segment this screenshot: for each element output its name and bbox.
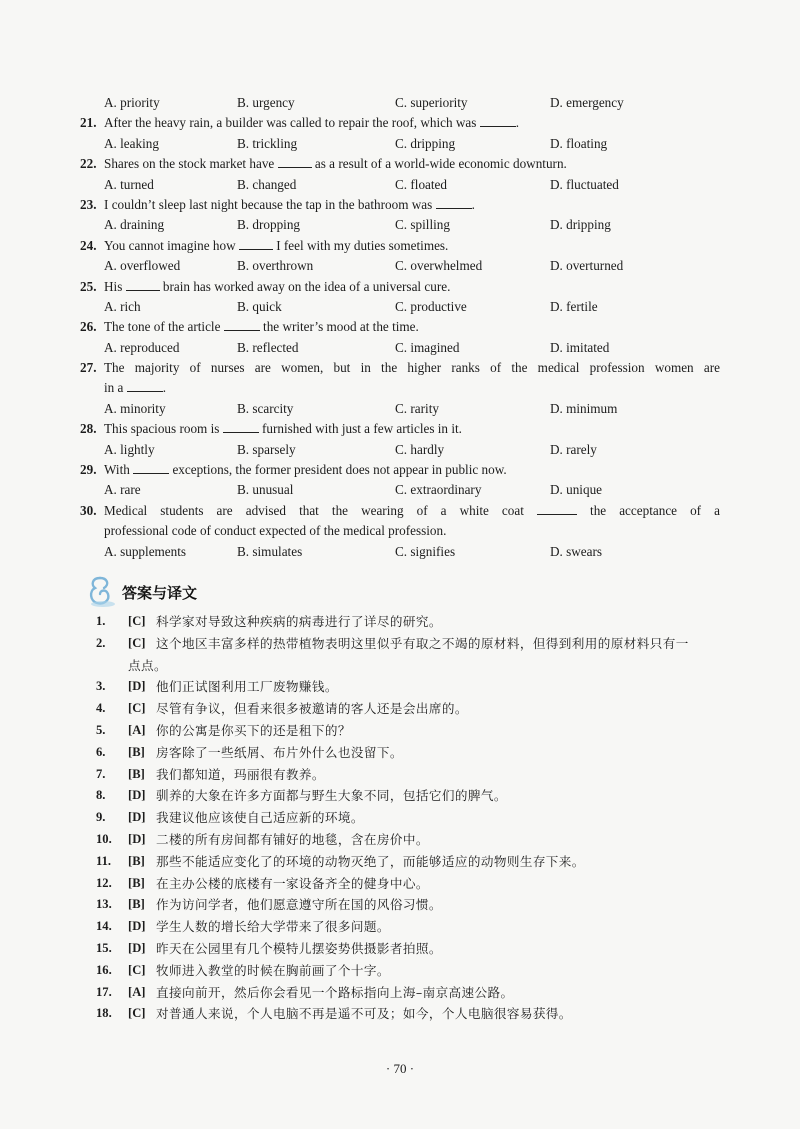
stem-text: The majority of nurses are women, but in the higher ranks of the medical profession women are [104,360,720,376]
question-stem [104,113,720,133]
answer-blank [224,317,260,331]
question-number: 30. [80,502,97,518]
answer-option: C. spilling [395,217,450,233]
answer-key: [D] [128,919,146,934]
answer-option: C. floated [395,176,448,192]
question-stem [104,236,720,256]
question-options-row [80,440,720,460]
answer-option: C. productive [395,298,467,314]
answer-key: [B] [128,766,145,781]
question-number: 27. [80,360,97,376]
question-stem [104,460,720,480]
question-number: 24. [80,237,97,253]
answer-option: C. hardly [395,441,445,457]
answer-key: [D] [128,940,146,955]
vocabulary-questions [80,93,720,562]
question-stem-row [80,378,720,398]
answer-number: 8. [96,788,106,803]
answer-option: C. superiority [395,95,468,110]
answer-row [96,611,736,633]
answer-option: A. turned [104,176,154,192]
stem-text: His [104,278,126,294]
question-number: 28. [80,421,97,437]
answer-translation: 点点。 [128,657,167,673]
answer-row [96,655,736,677]
question-stem-row [80,236,720,256]
answer-number: 18. [96,1006,112,1021]
answer-translation: 科学家对导致这种疾病的病毒进行了详尽的研究。 [156,614,442,629]
question-stem-row [80,154,720,174]
question-stem [104,501,720,521]
answer-number: 17. [96,984,112,999]
question-number: 21. [80,115,97,131]
answer-blank [436,195,472,209]
stem-text: You cannot imagine how [104,237,239,253]
answers-list [96,611,736,1025]
answer-number: 5. [96,722,106,737]
answer-row [96,851,736,873]
answer-row [96,960,736,982]
answer-option: B. urgency [237,95,295,110]
answer-translation: 他们正试图利用工厂废物赚钱。 [156,679,338,695]
answer-option: A. lightly [104,441,155,457]
answer-option: D. floating [550,135,608,151]
answer-number: 6. [96,744,106,759]
answer-key: [A] [128,984,146,999]
answer-option: C. dripping [395,135,456,151]
answer-option: D. dripping [550,217,611,233]
answer-option: B. scarcity [237,400,294,416]
stem-text: After the heavy rain, a builder was called to repair the roof, which was [104,115,480,131]
answer-blank [480,113,516,127]
answer-key: [C] [128,1006,146,1021]
answer-option: A. draining [104,217,165,233]
question-stem-row [80,358,720,378]
answer-key: [D] [128,679,146,694]
answer-row [96,742,736,764]
answer-row [96,764,736,786]
answer-row [96,829,736,851]
answer-option: A. leaking [104,135,159,151]
answer-option: B. unusual [237,482,294,498]
answer-number: 7. [96,766,106,781]
question-number: 22. [80,156,97,172]
answer-option: B. reflected [237,339,299,355]
question-stem-row [80,195,720,215]
answer-option: D. fertile [550,298,598,314]
answers-section-header [88,575,197,609]
answer-row [96,1003,736,1025]
question-stem [104,317,720,337]
answer-blank [278,154,312,168]
answer-translation: 直接向前开，然后你会看见一个路标指向上海–南京高速公路。 [156,984,514,1000]
answer-option: A. reproduced [104,339,180,355]
question-stem [104,378,720,398]
question-stem-row [80,521,720,541]
answer-translation: 你的公寓是你买下的还是租下的？ [156,722,351,738]
answer-blank [239,236,273,250]
stem-text: Shares on the stock market have [104,156,278,172]
answer-option: C. rarity [395,400,439,416]
answer-key: [B] [128,853,145,868]
answer-blank [537,501,577,515]
question-stem-row [80,460,720,480]
question-stem [104,358,720,378]
answer-key: [C] [128,635,146,650]
answer-translation: 对普通人来说，个人电脑不再是遥不可及；如今，个人电脑很容易获得。 [156,1006,572,1022]
stem-text: the acceptance of a [576,502,720,518]
answer-option: D. fluctuated [550,176,619,192]
stem-text: furnished with just a few articles in it. [258,421,462,437]
question-options-row [80,480,720,500]
question-number: 25. [80,278,97,294]
answer-key: [B] [128,875,145,890]
answer-row [96,633,736,655]
answer-blank [133,460,169,474]
answer-option: A. rich [104,298,141,314]
answer-translation: 昨天在公园里有几个模特儿摆姿势供摄影者拍照。 [156,940,442,956]
answer-number: 2. [96,635,106,650]
question-stem [104,154,720,174]
answer-option: A. minority [104,400,166,416]
stem-text: . [162,380,167,396]
stem-text: I feel with my duties sometimes. [272,237,449,253]
answer-option: B. dropping [237,217,301,233]
answer-key: [C] [128,701,146,716]
answer-row [96,785,736,807]
question-stem-row [80,317,720,337]
answer-number: 16. [96,962,112,977]
answer-translation: 我们都知道，玛丽很有教养。 [156,766,325,782]
answer-blank [127,378,163,392]
question-options-row [80,215,720,235]
question-options-row [80,399,720,419]
answer-option: D. overturned [550,258,624,274]
stem-text: This spacious room is [104,421,223,437]
stem-text: . [471,196,475,212]
answer-option: C. overwhelmed [395,258,483,274]
answer-translation: 房客除了一些纸屑、布片外什么也没留下。 [156,744,403,760]
answer-key: [D] [128,810,146,825]
answer-row [96,698,736,720]
answers-section-title: 答案与译文 [122,583,198,602]
question-options-row [80,542,720,562]
page-number: · 70 · [385,1061,415,1076]
answer-option: A. supplements [104,543,187,559]
answer-number: 10. [96,831,112,846]
answer-option: A. priority [104,95,160,110]
answer-option: B. overthrown [237,258,314,274]
answer-option: D. swears [550,543,603,559]
answer-option: C. signifies [395,543,456,559]
answer-translation: 驯养的大象在许多方面都与野生大象不同，包括它们的脾气。 [156,788,507,804]
answer-option: A. overflowed [104,258,181,274]
question-stem-row [80,113,720,133]
answer-number: 11. [96,853,112,868]
answer-number: 4. [96,701,106,716]
answer-row [96,720,736,742]
answer-key: [B] [128,744,145,759]
answer-blank [126,277,160,291]
stem-text: professional code of conduct expected of the medical profession. [104,523,447,539]
answer-option: D. unique [550,482,603,498]
question-stem-row [80,501,720,521]
question-number: 29. [80,462,97,478]
question-number: 26. [80,319,97,335]
answer-key: [C] [128,614,146,628]
answer-number: 9. [96,810,106,825]
answer-translation: 这个地区丰富多样的热带植物表明这里似乎有取之不竭的原材料，但得到利用的原材料只有一 [156,635,689,651]
question-options-row [80,134,720,154]
answer-row [96,982,736,1004]
answer-row [96,676,736,698]
question-stem [104,419,720,439]
question-stem [104,195,720,215]
question-options-row [80,93,720,113]
answer-translation: 在主办公楼的底楼有一家设备齐全的健身中心。 [156,875,429,891]
question-stem-row [80,277,720,297]
answer-number: 3. [96,679,106,694]
question-options-row [80,175,720,195]
answer-key: [D] [128,788,146,803]
answer-key: [C] [128,962,146,977]
stem-text: brain has worked away on the idea of a universal cure. [159,278,451,294]
stem-text: in a [104,380,127,396]
answer-option: B. quick [237,298,282,314]
question-options-row [80,256,720,276]
stem-text: I couldn’t sleep last night because the tap in the bathroom was [104,196,436,212]
answer-number: 14. [96,919,112,934]
answer-translation: 我建议他应该使自己适应新的环境。 [156,810,364,826]
answer-option: C. extraordinary [395,482,482,498]
answer-row [96,938,736,960]
answer-translation: 二楼的所有房间都有铺好的地毯，含在房价中。 [156,831,429,847]
answer-translation: 那些不能适应变化了的环境的动物灭绝了，而能够适应的动物则生存下来。 [156,853,585,869]
answer-option: B. simulates [237,543,303,559]
question-stem [104,277,720,297]
answer-option: D. emergency [550,95,624,110]
answer-blank [223,419,259,433]
stem-text: The tone of the article [104,319,224,335]
answer-key: [D] [128,831,146,846]
answer-option: B. changed [237,176,297,192]
stem-text: as a result of a world-wide economic downturn. [311,156,567,172]
stem-text: . [515,115,519,131]
stem-text: exceptions, the former president does not appear in public now. [169,462,507,478]
stem-text: the writer’s mood at the time. [259,319,419,335]
answer-option: C. imagined [395,339,460,355]
answer-translation: 作为访问学者，他们愿意遵守所在国的风俗习惯。 [156,897,442,913]
answer-option: B. sparsely [237,441,296,457]
question-options-row [80,297,720,317]
section-logo-icon [88,575,116,609]
answer-row [96,894,736,916]
answer-option: D. minimum [550,400,618,416]
answer-row [96,873,736,895]
answer-key: [A] [128,722,146,737]
question-stem [104,521,720,541]
answer-option: D. imitated [550,339,610,355]
question-stem-row [80,419,720,439]
answer-key: [B] [128,897,145,912]
question-options-row [80,338,720,358]
answer-number: 13. [96,897,112,912]
stem-text: Medical students are advised that the wearing of a white coat [104,502,537,518]
answer-option: B. trickling [237,135,298,151]
answer-row [96,916,736,938]
answer-number: 1. [96,614,106,628]
stem-text: With [104,462,134,478]
answer-translation: 牧师进入教堂的时候在胸前画了个十字。 [156,962,390,978]
answer-option: A. rare [104,482,141,498]
answer-row [96,807,736,829]
question-number: 23. [80,196,97,212]
answer-number: 12. [96,875,112,890]
answer-translation: 尽管有争议，但看来很多被邀请的客人还是会出席的。 [156,701,468,717]
answer-number: 15. [96,940,112,955]
answer-translation: 学生人数的增长给大学带来了很多问题。 [156,919,390,935]
answer-option: D. rarely [550,441,597,457]
